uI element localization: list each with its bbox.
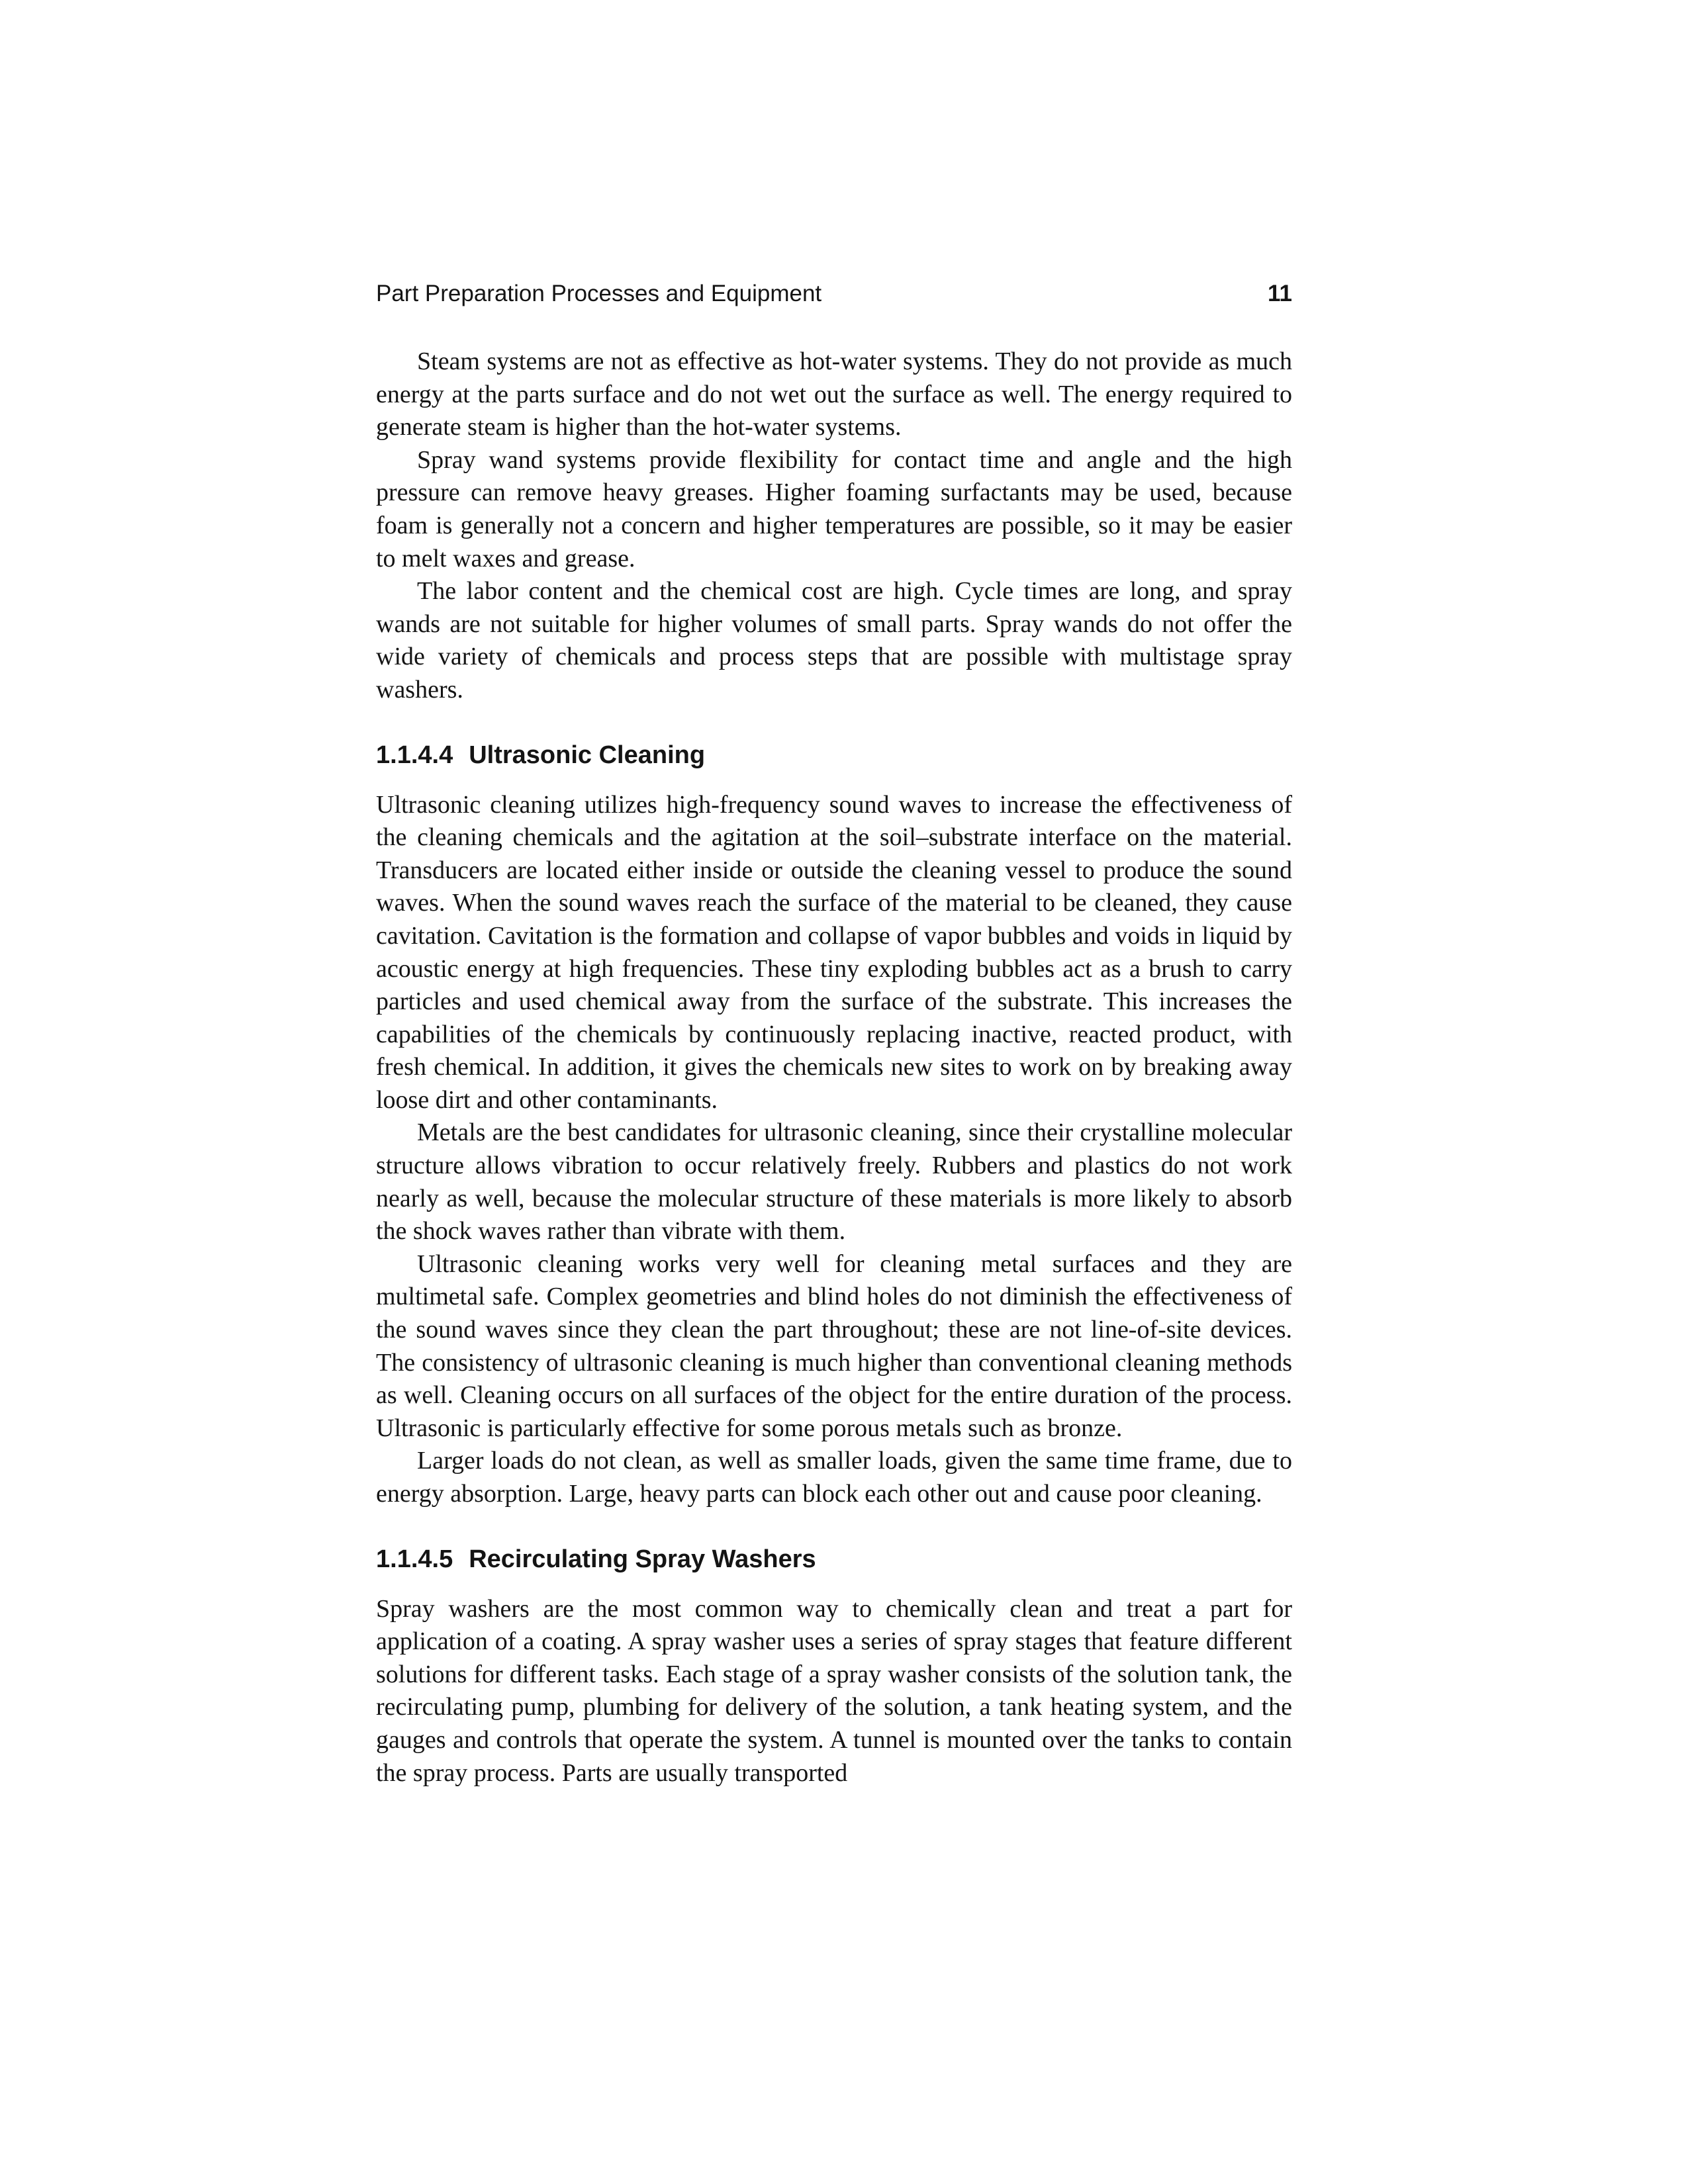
paragraph-steam-systems: Steam systems are not as effective as hot-water systems. They do not provide as much energy at the parts surface and do not wet out the surface as well. The energy required to generate steam is higher than the hot-water systems. [376, 347, 1292, 441]
running-title: Part Preparation Processes and Equipment [376, 281, 822, 306]
paragraph-spray-wand-flexibility: Spray wand systems provide flexibility for contact time and angle and the high pressure can remove heavy greases. Higher foaming surfactants may be used, because foam is generally not a concern and higher temperatures are possible, so it may be easier to melt waxes and grease. [376, 445, 1292, 572]
section-title: Ultrasonic Cleaning [469, 741, 706, 769]
section-number: 1.1.4.4 [376, 741, 453, 769]
paragraph-ultrasonic-intro: Ultrasonic cleaning utilizes high-frequency sound waves to increase the effectiveness of the cleaning chemicals and the agitation at the soil–substrate interface on the material. Transducers are located either inside or outside the cleaning vessel to produce the sound waves. When the sound waves reach the surface of the material to be cleaned, they cause cavitation. Cavitation is the formation and collapse of vapor bubbles and voids in liquid by acoustic energy at high frequencies. These tiny exploding bubbles act as a brush to carry particles and used chemical away from the surface of the substrate. This increases the capabilities of the chemicals by continuously replacing inactive, reacted product, with fresh chemical. In addition, it gives the chemicals new sites to work on by breaking away loose dirt and other contaminants. [376, 790, 1292, 1114]
section-heading-recirculating-spray-washers [376, 1543, 1292, 1576]
page-number: 11 [1268, 281, 1292, 306]
section-body-recirculating-spray-washers [376, 1593, 1292, 1790]
book-page [376, 278, 1292, 1790]
running-header [376, 278, 1292, 310]
section-title: Recirculating Spray Washers [469, 1545, 816, 1573]
intro-text [376, 345, 1292, 707]
paragraph-labor-content: The labor content and the chemical cost are high. Cycle times are long, and spray wands are not suitable for higher volumes of small parts. Spray wands do not offer the wide variety of chemicals and process steps that are possible with multistage spray washers. [376, 577, 1292, 704]
paragraph-ultrasonic-loads: Larger loads do not clean, as well as smaller loads, given the same time frame, due to energy absorption. Large, heavy parts can block each other out and cause poor cleaning. [376, 1447, 1292, 1508]
paragraph-spray-washers-intro: Spray washers are the most common way to chemically clean and treat a part for application of a coating. A spray washer uses a series of spray stages that feature different solutions for different tasks. Each stage of a spray washer consists of the solution tank, the recirculating pump, plumbing for delivery of the solution, a tank heating system, and the gauges and controls that operate the system. A tunnel is mounted over the tanks to contain the spray process. Parts are usually transported [376, 1594, 1292, 1787]
paragraph-ultrasonic-metals: Metals are the best candidates for ultrasonic cleaning, since their crystalline molecular structure allows vibration to occur relatively freely. Rubbers and plastics do not work nearly as well, because the molecular structure of these materials is more likely to absorb the shock waves rather than vibrate with them. [376, 1118, 1292, 1246]
section-number: 1.1.4.5 [376, 1545, 453, 1573]
section-heading-ultrasonic-cleaning [376, 739, 1292, 772]
paragraph-ultrasonic-advantages: Ultrasonic cleaning works very well for cleaning metal surfaces and they are multimetal safe. Complex geometries and blind holes do not diminish the effectiveness of the sound waves since they clean the part throughout; these are not line-of-site devices. The consistency of ultrasonic cleaning is much higher than conventional cleaning methods as well. Cleaning occurs on all surfaces of the object for the entire duration of the process. Ultrasonic is particularly effective for some porous metals such as bronze. [376, 1250, 1292, 1442]
section-body-ultrasonic-cleaning [376, 789, 1292, 1511]
